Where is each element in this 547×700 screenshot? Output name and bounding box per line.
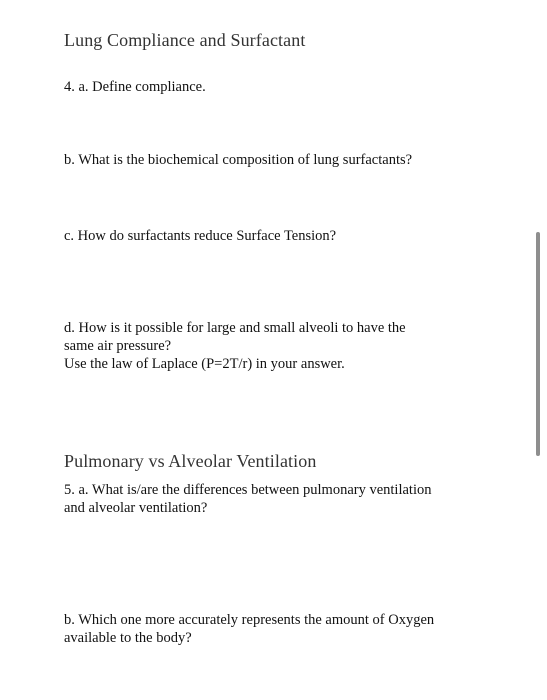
question-4a — [64, 78, 206, 96]
question-4a-text: 4. a. Define compliance. — [64, 79, 206, 95]
question-4d-line-2: same air pressure? — [64, 338, 172, 354]
section-title-lung-compliance: Lung Compliance and Surfactant — [64, 30, 306, 50]
question-5a — [64, 481, 431, 517]
section-title-pulmonary-ventilation: Pulmonary vs Alveolar Ventilation — [64, 451, 317, 471]
question-4d — [64, 319, 406, 373]
question-4c — [64, 227, 336, 245]
question-5a-line-1: 5. a. What is/are the differences between pulmonary ventilation — [64, 482, 432, 498]
question-4b — [64, 151, 412, 169]
question-5b-line-1: b. Which one more accurately represents the amount of Oxygen — [64, 612, 435, 628]
question-4b-text: b. What is the biochemical composition of lung surfactants? — [64, 152, 413, 168]
question-5b-line-2: available to the body? — [64, 630, 192, 646]
question-4d-line-1: d. How is it possible for large and small alveoli to have the — [64, 320, 406, 336]
question-4c-text: c. How do surfactants reduce Surface Tension? — [64, 228, 337, 244]
vertical-scrollbar[interactable] — [536, 232, 540, 456]
question-4d-line-3: Use the law of Laplace (P=2T/r) in your answer. — [64, 356, 345, 372]
question-5a-line-2: and alveolar ventilation? — [64, 500, 208, 516]
question-5b — [64, 611, 434, 647]
